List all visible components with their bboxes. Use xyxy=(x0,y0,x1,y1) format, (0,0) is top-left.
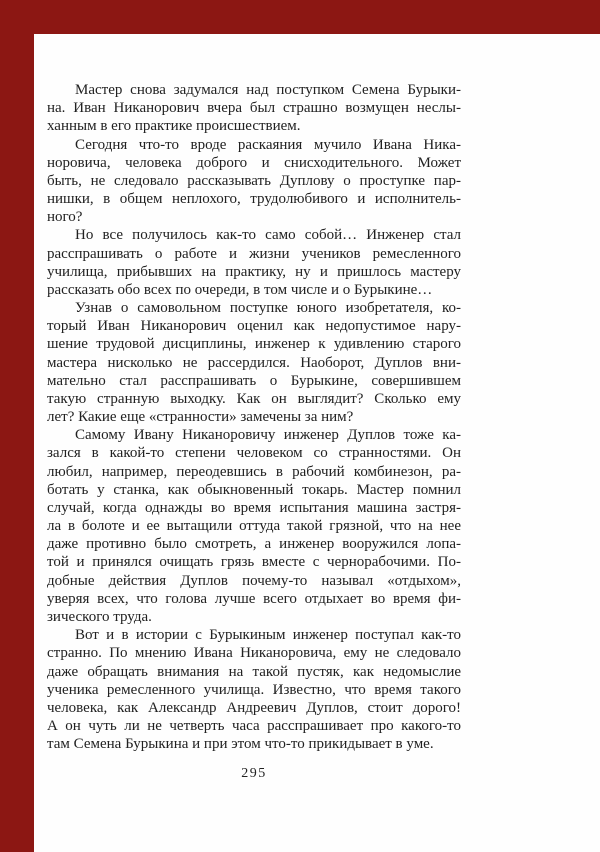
text-line: Самому Ивану Никаноровичу инженер Дуплов тоже ка- xyxy=(75,427,461,444)
text-line: норовича, человека доброго и снисходительного. Может xyxy=(47,154,461,171)
text-line: Мастер снова задумался над поступком Семена Бурыки- xyxy=(75,82,461,98)
text-line: ботать у станка, как обыкновенный токарь. Мастер помнил xyxy=(47,481,461,498)
text-line: Сегодня что-то вроде раскаяния мучило Ивана Ника- xyxy=(75,136,461,153)
text-line: нишки, в общем неплохого, трудолюбивого и исполнитель- xyxy=(47,191,461,208)
text-line: Узнав о самовольном поступке юного изобретателя, ко- xyxy=(75,300,461,317)
text-line: ученика ремесленного училища. Известно, что время такого xyxy=(47,681,461,698)
text-line: там Семена Бурыкина и при этом что-то прикидывает в уме. xyxy=(47,736,434,753)
text-line: той и принялся очищать грязь вместе с чернорабочими. По- xyxy=(47,554,461,571)
text-line: быть, не следовало рассказывать Дуплову о проступке пар- xyxy=(47,172,461,189)
text-line: человека, как Александр Андреевич Дуплов, стоит дорого! xyxy=(47,699,461,716)
text-line: лет? Какие еще «странности» замечены за ним? xyxy=(47,409,354,426)
red-cover-border-top xyxy=(0,0,600,34)
text-line: даже обращать внимания на такой пустяк, как недомыслие xyxy=(47,663,461,680)
text-line: ла в болоте и ее вытащили оттуда такой грязной, что на нее xyxy=(47,518,461,535)
text-line: такую странную выходку. Как он выглядит? Сколько ему xyxy=(47,390,461,407)
text-line: училища, прибывших на практику, ну и пришлось мастеру xyxy=(47,263,461,280)
red-cover-border-left xyxy=(0,0,34,852)
text-line: на. Иван Никанорович вчера был страшно возмущен неслы- xyxy=(47,100,461,117)
text-line: зического труда. xyxy=(47,608,152,625)
text-line: зался в какой-то степени человеком со странностями. Он xyxy=(47,445,461,462)
text-line: Вот и в истории с Бурыкиным инженер поступал как-то xyxy=(75,627,461,644)
text-line: шение трудовой дисциплины, инженер к удивлению старого xyxy=(47,336,461,353)
text-line: рассказать обо всех по очереди, в том числе и о Бурыкине… xyxy=(47,281,433,298)
text-line: случай, когда однажды во время испытания машина застря- xyxy=(47,499,461,516)
text-line: ного? xyxy=(47,209,83,226)
text-line: любил, например, переодевшись в рабочий комбинезон, ра- xyxy=(47,463,461,480)
text-line: добные действия Дуплов почему-то называл «отдыхом», xyxy=(47,572,461,589)
text-line: мательно стал расспрашивать о Бурыкине, совершившем xyxy=(47,372,461,389)
text-line: уверяя всех, что голова лучше всего отдыхает во время фи- xyxy=(47,590,461,607)
text-line: даже противно было смотреть, а инженер вооружился лопа- xyxy=(47,536,461,553)
text-line: ханным в его практике происшествием. xyxy=(47,118,301,135)
text-line: расспрашивать о работе и жизни учеников ремесленного xyxy=(47,245,461,262)
text-line: странно. По мнению Ивана Никаноровича, ему не следовало xyxy=(47,645,461,662)
page-text-block xyxy=(47,81,461,753)
text-line: мастера нисколько не рассердился. Наоборот, Дуплов вни- xyxy=(47,354,461,371)
text-line: А он чуть ли не четверть часа расспрашивает про какого-то xyxy=(47,718,461,735)
page-number: 295 xyxy=(241,766,267,781)
text-line: Но все получилось как-то само собой… Инженер стал xyxy=(75,227,461,244)
text-line: торый Иван Никанорович оценил как недопустимое нару- xyxy=(47,318,461,335)
